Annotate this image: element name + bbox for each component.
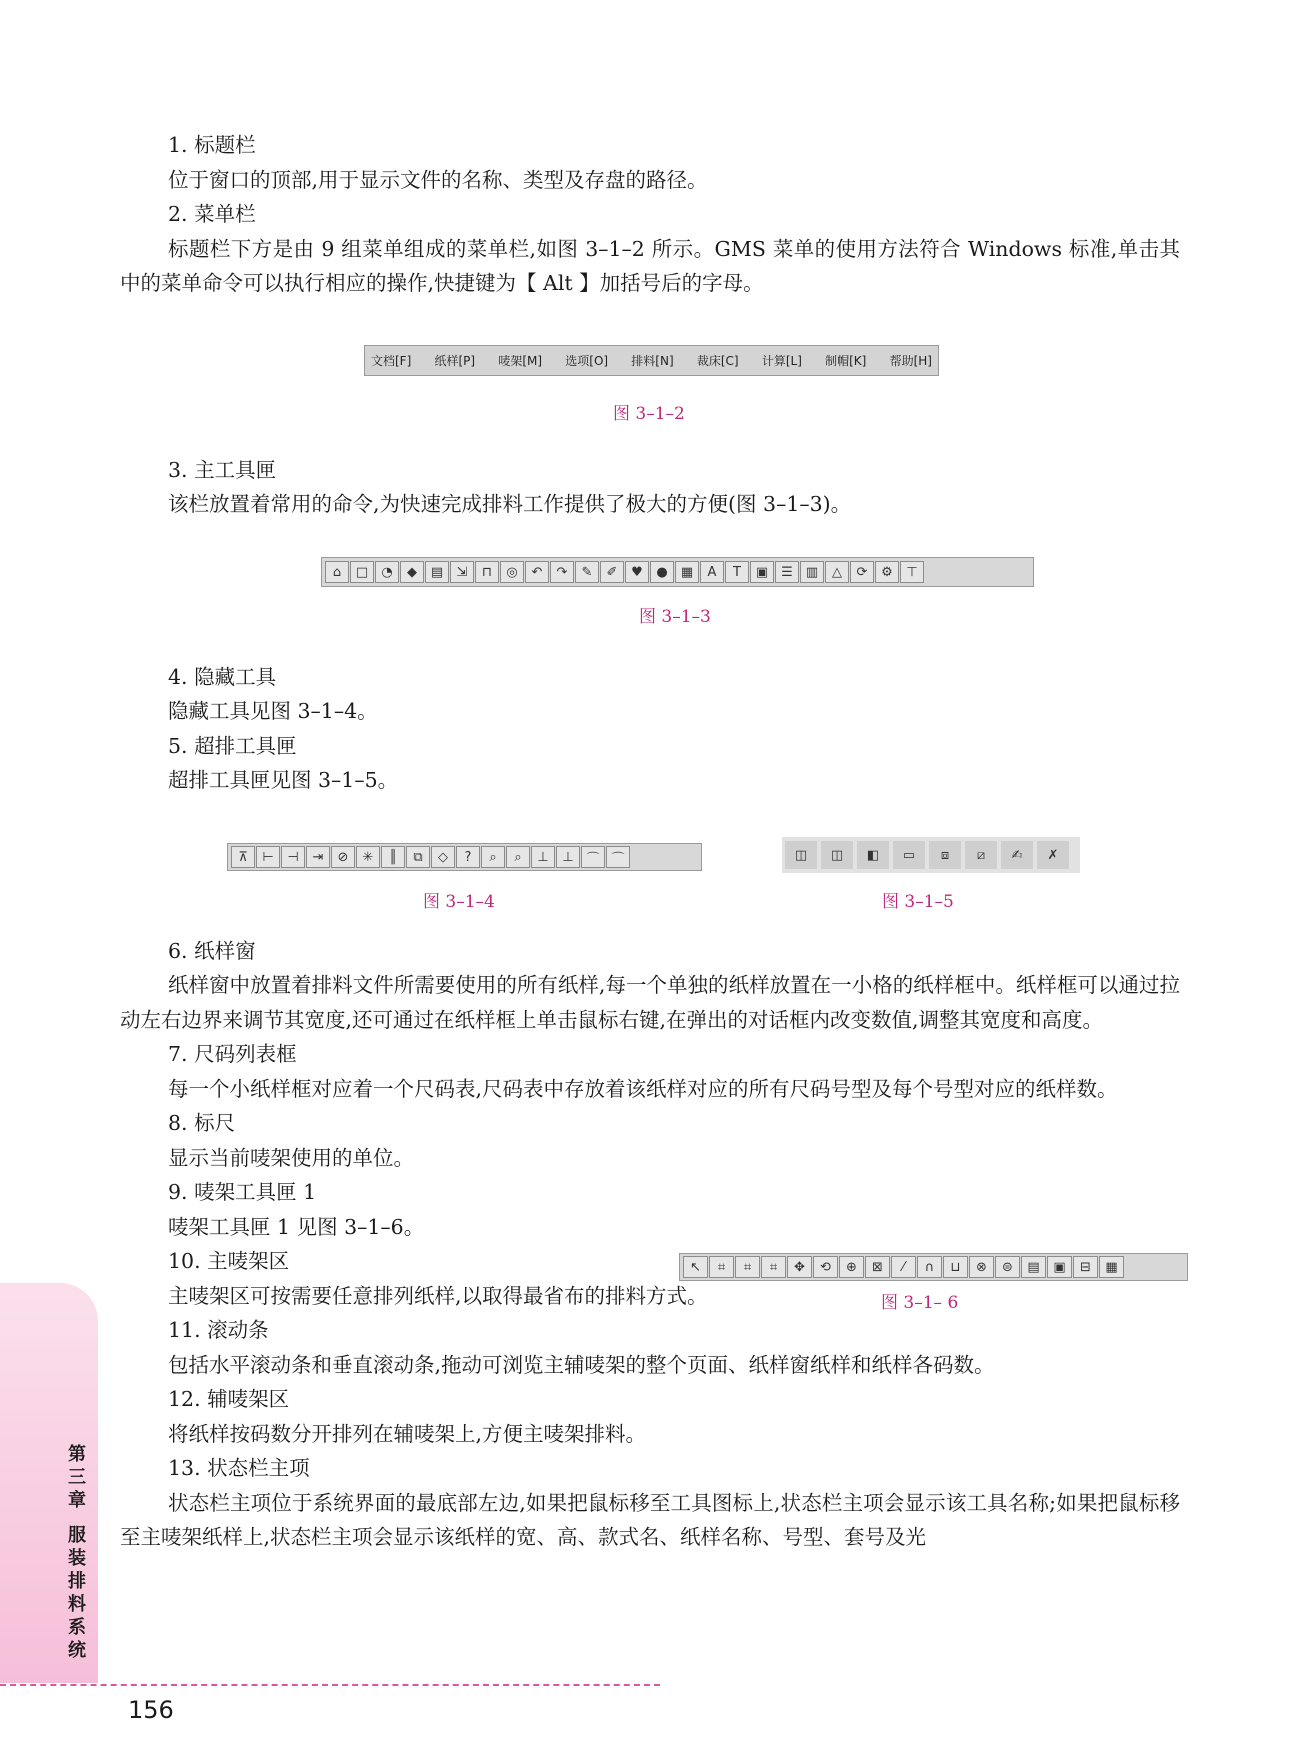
align-left-icon[interactable]: ⊢ [256, 846, 280, 868]
heading-13: 13. 状态栏主项 [168, 1456, 310, 1480]
hidden-tools-figure [227, 843, 702, 871]
text-5: 超排工具匣见图 3–1–5。 [168, 768, 399, 792]
table-icon[interactable]: ⊓ [475, 561, 499, 583]
super-nesting-toolbar-figure [782, 837, 1080, 873]
page-number: 156 [128, 1696, 174, 1724]
text-1: 位于窗口的顶部,用于显示文件的名称、类型及存盘的路径。 [168, 167, 708, 192]
undo-icon[interactable]: ↶ [525, 561, 549, 583]
columns-icon[interactable]: ║ [381, 846, 405, 868]
nest-page-icon[interactable]: ◧ [857, 841, 889, 869]
search-plus-icon[interactable]: ⌕ [506, 846, 530, 868]
text-4: 隐藏工具见图 3–1–4。 [168, 699, 378, 723]
footer-divider [0, 1684, 660, 1686]
rotate-piece-icon[interactable]: ⟲ [813, 1256, 838, 1278]
menu-options[interactable]: 选项[O] [565, 354, 609, 368]
text-2: 标题栏下方是由 9 组菜单组成的菜单栏,如图 3–1–2 所示。GMS 菜单的使用方法符合 Windows 标准,单击其中的菜单命令可以执行相应的操作,快捷键为【 Alt 】加括号后的字母。 [120, 236, 1180, 295]
menu-pattern[interactable]: 纸样[P] [434, 354, 476, 368]
save-icon[interactable]: ◆ [400, 561, 424, 583]
image-icon[interactable]: ▣ [1047, 1256, 1072, 1278]
nest-stack-icon[interactable]: ⧈ [929, 841, 961, 869]
menu-nesting[interactable]: 排料[N] [631, 354, 674, 368]
nest-cut-icon[interactable]: ⧄ [965, 841, 997, 869]
menu-help[interactable]: 帮助[H] [889, 354, 932, 368]
ruler-icon[interactable]: ⁄ [891, 1256, 916, 1278]
menu-hat[interactable]: 制帽[K] [825, 354, 867, 368]
nest-fill-icon[interactable]: ◫ [821, 841, 853, 869]
redo-icon[interactable]: ↷ [550, 561, 574, 583]
menu-marker[interactable]: 唛架[M] [498, 354, 543, 368]
heading-2: 2. 菜单栏 [168, 202, 256, 226]
caption-fig-3-1-4: 图 3–1–4 [423, 892, 495, 912]
flip-icon[interactable]: ⊘ [331, 846, 355, 868]
select-area-icon[interactable]: ⌗ [761, 1256, 786, 1278]
move-icon[interactable]: ✥ [787, 1256, 812, 1278]
text-7: 每一个小纸样框对应着一个尺码表,尺码表中存放着该纸样对应的所有尺码号型及每个号型对应的纸样数。 [168, 1076, 1118, 1101]
heart-icon[interactable]: ♥ [625, 561, 649, 583]
heading-12: 12. 辅唛架区 [168, 1387, 290, 1411]
cross-icon[interactable]: ⊠ [865, 1256, 890, 1278]
split-icon[interactable]: ⊟ [1073, 1256, 1098, 1278]
heading-1: 1. 标题栏 [168, 133, 256, 157]
text-tool-icon[interactable]: A [700, 561, 724, 583]
gear-icon[interactable]: ⚙ [875, 561, 899, 583]
print-icon[interactable]: ▤ [425, 561, 449, 583]
circle-icon[interactable]: ● [650, 561, 674, 583]
group-icon[interactable]: ⊜ [995, 1256, 1020, 1278]
align-center-icon[interactable]: ⇥ [306, 846, 330, 868]
text-3: 该栏放置着常用的命令,为快速完成排料工作提供了极大的方便(图 3–1–3)。 [168, 492, 852, 516]
nest-flat-icon[interactable]: ▭ [893, 841, 925, 869]
menu-file[interactable]: 文档[F] [371, 354, 412, 368]
layout-icon[interactable]: ▥ [800, 561, 824, 583]
text-11: 包括水平滚动条和垂直滚动条,拖动可浏览主辅唛架的整个页面、纸样窗纸样和纸样各码数。 [168, 1352, 995, 1377]
align-right-icon[interactable]: ⊣ [281, 846, 305, 868]
sheet-icon[interactable]: ▦ [1099, 1256, 1124, 1278]
cup-icon[interactable]: ⊔ [943, 1256, 968, 1278]
open-icon[interactable]: ⌂ [325, 561, 349, 583]
heading-3: 3. 主工具匣 [168, 457, 277, 482]
text-8: 显示当前唛架使用的单位。 [168, 1145, 414, 1170]
heading-7: 7. 尺码列表框 [168, 1042, 297, 1066]
caption-fig-3-1-2: 图 3–1–2 [613, 404, 685, 424]
window-icon[interactable]: ▣ [750, 561, 774, 583]
text-size-icon[interactable]: T [725, 561, 749, 583]
chapter-number: 第三章 [68, 1444, 86, 1511]
menubar-figure [364, 345, 939, 376]
marker-toolbox-figure [679, 1253, 1188, 1281]
chapter-label [64, 1443, 90, 1662]
nest-brush-icon[interactable]: ✍ [1001, 841, 1033, 869]
select-icon[interactable]: ⌗ [709, 1256, 734, 1278]
edit-icon[interactable]: ✎ [575, 561, 599, 583]
heading-4: 4. 隐藏工具 [168, 664, 277, 689]
pattern-icon[interactable]: ✐ [600, 561, 624, 583]
copy-icon[interactable]: ⧉ [406, 846, 430, 868]
layers-icon[interactable]: ▤ [1021, 1256, 1046, 1278]
rotate-icon[interactable]: ⟳ [850, 561, 874, 583]
heading-8: 8. 标尺 [168, 1111, 236, 1135]
heading-9: 9. 唛架工具匣 1 [168, 1180, 317, 1204]
text-13: 状态栏主项位于系统界面的最底部左边,如果把鼠标移至工具图标上,状态栏主项会显示该工具名称;如果把鼠标移至主唛架纸样上,状态栏主项会显示该纸样的宽、高、款式名、纸样名称、号型、套号及光 [120, 1490, 1180, 1549]
text-12: 将纸样按码数分开排列在辅唛架上,方便主唛架排料。 [168, 1421, 647, 1446]
heading-10: 10. 主唛架区 [168, 1249, 290, 1273]
heading-11: 11. 滚动条 [168, 1318, 269, 1342]
nest-auto-icon[interactable]: ◫ [785, 841, 817, 869]
fold-right-icon[interactable]: ⊥ [556, 846, 580, 868]
grid-icon[interactable]: ▦ [675, 561, 699, 583]
tag-icon[interactable]: ⊗ [969, 1256, 994, 1278]
nest-delete-icon[interactable]: ✗ [1037, 841, 1069, 869]
new-file-icon[interactable]: □ [350, 561, 374, 583]
text-9: 唛架工具匣 1 见图 3–1–6。 [168, 1214, 425, 1239]
menu-cutting[interactable]: 裁床[C] [696, 354, 739, 368]
zoom-icon[interactable]: ◎ [500, 561, 524, 583]
list-icon[interactable]: ☰ [775, 561, 799, 583]
arc-icon[interactable]: ∩ [917, 1256, 942, 1278]
zoom-in-icon[interactable]: ⊕ [839, 1256, 864, 1278]
heading-5: 5. 超排工具匣 [168, 733, 297, 758]
arc-right-icon[interactable]: ⌒ [606, 846, 630, 868]
select-rect-icon[interactable]: ⌗ [735, 1256, 760, 1278]
open-folder-icon[interactable]: ◔ [375, 561, 399, 583]
warning-icon[interactable]: △ [825, 561, 849, 583]
pointer-icon[interactable]: ↖ [683, 1256, 708, 1278]
caption-fig-3-1-3: 图 3–1–3 [639, 607, 711, 627]
text-10: 主唛架区可按需要任意排列纸样,以取得最省布的排料方式。 [168, 1283, 708, 1308]
star-icon[interactable]: ✳ [356, 846, 380, 868]
main-toolbar-figure [321, 557, 1034, 587]
caption-fig-3-1-5: 图 3–1–5 [882, 892, 954, 912]
heading-6: 6. 纸样窗 [168, 938, 256, 963]
text-6: 纸样窗中放置着排料文件所需要使用的所有纸样,每一个单独的纸样放置在一小格的纸样框中。纸样框可以通过拉动左右边界来调节其宽度,还可通过在纸样框上单击鼠标右键,在弹出的对话框内改变数值,调整其宽度和高度。 [120, 973, 1180, 1032]
arc-left-icon[interactable]: ⌒ [581, 846, 605, 868]
eraser-icon[interactable]: ◇ [431, 846, 455, 868]
query-icon[interactable]: ? [456, 846, 480, 868]
fold-left-icon[interactable]: ⊥ [531, 846, 555, 868]
search-icon[interactable]: ⌕ [481, 846, 505, 868]
caption-fig-3-1-6: 图 3–1– 6 [881, 1293, 959, 1313]
shirt-icon[interactable]: ⊤ [900, 561, 924, 583]
chapter-title: 服装排料系统 [68, 1525, 86, 1661]
import-icon[interactable]: ⇲ [450, 561, 474, 583]
menu-calculate[interactable]: 计算[L] [761, 354, 802, 368]
align-top-icon[interactable]: ⊼ [231, 846, 255, 868]
